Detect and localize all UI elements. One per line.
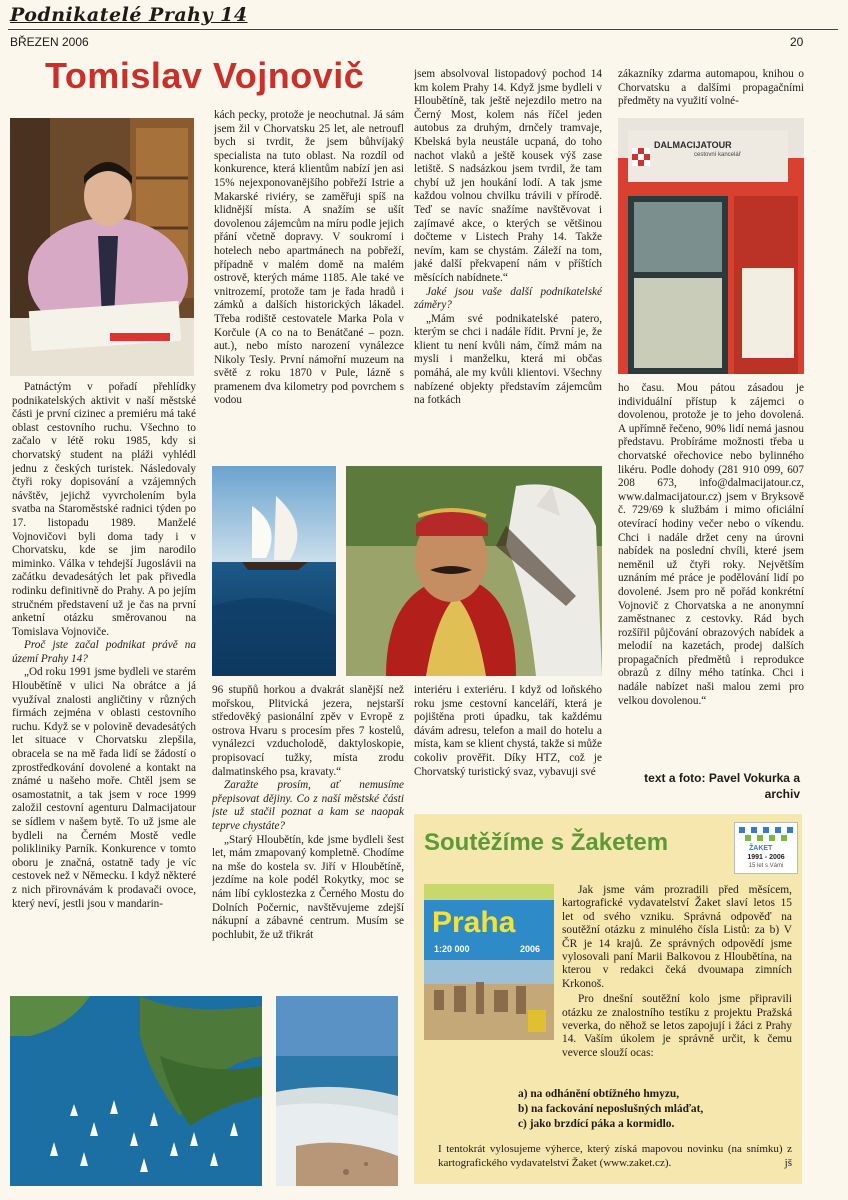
answer-2-end: jsem absolvoval listopadový pochod 14 km kolem Prahy 14. Když jsme bydleli v Hloubětíně, tak ještě nejezdilo metro na Černý Most, kolem nás říčel jeden autobus za druhým, drnčely tramvaje, Kbelská byla neustále ucpaná, do toho nachot vlaků a ještě kousek výš zase letiště. S nadsázkou jsem tvrdil, že tam chybí už jen houkání lodí. A tak jsme každou volnou chvilku trávili v přírodě. Teď se navíc snažíme navštěvovat i zajímavé akce, o kterých se většinou dočteme v Listech Prahy 14. Takže nevím, kam se chystám. Záleží na tom, jaké další překvapení nám v příštích měsících nabídnete.“ [414, 68, 602, 284]
map-scale: 1:20 000 [434, 944, 470, 954]
contest-option-c: c) jako brzdící páka a kormidlo. [518, 1118, 675, 1130]
office-sign: DALMACIJATOUR [654, 140, 732, 150]
question-2: Zaražte prosím, ať nemusíme přepisovat dějiny. Co z naší městské části jste už stačil poznat a kam se naopak teprve chystáte? [212, 779, 404, 832]
header-rule [8, 29, 838, 30]
answer-3-start: „Mám své podnikatelské patero, kterým se chci i nadále řídit. První je, že klient tu není kvůli nám, čímž mám na mysli i manželku, která mi občas pomáhá, ale my kvůli klientovi. Všechny nabízené objekty představím zájemcům na fotkách [414, 312, 602, 407]
zaket-logo-name: ŽAKET [749, 845, 773, 852]
zaket-logo-caption: 15 let s Vámi [748, 863, 784, 869]
article-column-4-top [618, 68, 804, 112]
article-column-2 [214, 109, 404, 461]
issue-date: BŘEZEN 2006 [10, 35, 89, 49]
article-middle-right [414, 684, 602, 804]
harbour-aerial-photo [10, 996, 262, 1186]
portrait-photo [10, 118, 194, 376]
zaket-logo [734, 822, 798, 874]
sailboat-photo [212, 466, 336, 676]
article-column-1 [12, 381, 196, 995]
contest-title: Soutěžíme s Žaketem [424, 829, 669, 856]
article-title: Tomislav Vojnovič [45, 55, 365, 96]
contest-body [562, 884, 792, 1080]
zaket-logo-years: 1991 - 2006 [747, 854, 785, 861]
contest-option-b: b) na fackování neposlušných mláďat, [518, 1103, 704, 1115]
contest-result-paragraph: Jak jsme vám prozradili před měsícem, kartografické vydavatelství Žaket slaví letos 15 let od svého vzniku. Správná odpověď na soutěžní otázku z minulého čísla Listů: za b) V ČR je 14 krajů. Ze správných odpovědí jsme vylosovali paní Marii Balkovou z Hloubětína, na kterou v redakci čeká dvouмapa zimních Krkonoš. [562, 884, 792, 990]
question-3: Jaké jsou vaše další podnikatelské záměry? [414, 285, 602, 312]
article-column-4-bottom [618, 382, 804, 764]
office-photo [618, 118, 804, 374]
article-middle-left [212, 684, 404, 994]
answer-1-cont: kách pecky, protože je neochutnal. Já sám jsem žil v Chorvatsku 25 let, ale netroufl bych si tvrdit, že jsem bůhvíjaký specialista na tuto oblast. Na rozdíl od konkurence, která klientům nabízí jen asi 15% nejexponovanějšího pobřeží Istrie a Makarské riviéry, se zaměřuji spíš na klidnější místa. A snažím se ušít dovolenou zájemcům na míru podle jejich přání včetně dopravy. V soukromí i hotelech nebo apartmánech na pobřeží, případně v malém domě na malém ostrově, kterých máme 1185. Ale také ve vnitrozemí, protože tam je řada hradů i zámků a dalších historických lákadel. Třeba rodiště cestovatele Marka Pola v Korčule (A co na to Benátčané – pozn. aut.), nebo místo narození vynálezce Nikoly Tesly. První námořní muzeum na světě z roku 1870 v Pule, lázně s pramenem dva kilometry pod povrchem s vodou [214, 109, 404, 407]
answer-3-end: ho času. Mou pátou zásadou je individuální přístup k zájemci o dovolenou, protože je to jeho dovolená. A upřímně řečeno, 90% lidí nemá jasnou představu. Probíráme možnosti třeba u chorvatské ořechovice nebo bylinného likéru. Podle dohody (281 910 099, 607 208 673, info@dalmacijatour.cz, www.dalmacijatour.cz) jsem v Bryksově č. 729/69 k službám i mimo oficiální otevírací hodiny večer nebo o víkendu. Chci i nadále držet ceny na úrovni nabídek na poslední chvíli, které jsem neměnil už čtyři roky. Největším uznáním mé práce je podělování lidí po dovolené. Jsem pro ně pořád konkrétní Vojnovič z Chorvatska a ne anonymní zaměstnanec z cestovky. Rád bych rozšířil půjčování obrazových nabídek a melodií na kazetách, prodej dalších propagačních předmětů i reprodukce obrazů z dílny mého tatínka. Chci i nadále nabízet naši malou zemi pro velkou dovolenou.“ [618, 382, 804, 707]
photo-credit: text a foto: Pavel Vokurka a archiv [644, 771, 800, 801]
answer-3-cont: zákazníky zdarma automapou, knihou o Chorvatsku a dalšími propagačními předměty na využití volné- [618, 68, 804, 108]
office-sign-sub: cestovní kancelář [694, 152, 741, 158]
answer-1-end: 96 stupňů horkou a dvakrát slanější než mořskou, Plitvická jezera, nejstarší středověký pasionální zpěv v Evropě z ostrova Hvaru s procesím přes 7 kostelů, vynálezci vzducholodě, daktyloskopie, propisovací tužky, místa zrodu dalmatinského psa, kravaty.“ [212, 684, 404, 778]
zaket-logo-mark [735, 823, 797, 847]
intro-paragraph: Patnáctým v pořadí přehlídky podnikatelských aktivit v naší městské části je první cizinec a premiéru má také oblast cestovního ruchu. Všechno to začalo v létě roku 1985, kdy si chorvatský student na pláži vyhlédl jednu z českých turistek. Následovaly čtyři roky dopisování a vzájemných návštěv, jejichž vyvrcholením byla svatba na Staroměstské radnici týden po 17. listopadu 1989. Manželé Vojnovičovi byli doma tady i v Chorvatsku, kde se jim narodilo miminko. Válka v tehdejší Jugoslávii na začátku devadesátých let pak přivedla rodinku definitivně do Prahy. A po jejím stručném představení už je čas na první anketní otázku směrovanou na Tomislava Vojnoviče. [12, 381, 196, 638]
contest-footer-text: I tentokrát vylosujeme výherce, který získá mapovou novinku (na snímku) z kartografického vydavatelství Žaket (www.zaket.cz). [438, 1143, 792, 1169]
answer-1-start: „Od roku 1991 jsme bydleli ve starém Hloubětíně v ulici Na obrátce a já využíval znalosti angličtiny v různých firmách zejména v oblasti cestovního ruchu. Když se v polovině devadesátých let situace v Chorvatsku zlepšila, obracela se na mě řada lidí se žádostí o zprostředkování dovolené a kontakt na známé u našeho moře. Chtěl jsem se osamostatnit, a tak jsem v roce 1999 založil cestovní agenturu Dalmacijatour se sídlem v našem bytě. To už jsme ale bydleli na Černém Mostě vedle polikliniky Parník. Konkurence v tomto oboru je značná, ostatně tady je víc cestovek než v Německu. I když některé z nich přirovnávám k prodavači ovoce, který neví, jestli jsou v mandarin- [12, 666, 196, 910]
folk-costume-photo [346, 466, 602, 676]
beach-photo [276, 996, 398, 1186]
map-year: 2006 [520, 944, 541, 954]
contest-signature: jš [784, 1156, 792, 1169]
article-column-3 [414, 68, 602, 462]
answer-3-middle: interiéru i exteriéru. I když od loňského roku jsme cestovní kanceláří, která je pojištěna proti úpadku, tak každému dávám adresu, telefon a mail do hotelu a místa, kam se klient chystá, takže si může cokoliv prověřit. Díky HTZ, což je Chorvatský turistický svaz, vybavuji své [414, 684, 602, 778]
contest-question-paragraph: Pro dnešní soutěžní kolo jsme připravili otázku ze znalostního testíku z projektu Pražská veverka, do něhož se letos zapojují i žáci z Prahy 14. Vaším úkolem je správně určit, k čemu veverce slouží ocas: [562, 993, 792, 1059]
map-cover-image [424, 884, 554, 1040]
question-1: Proč jste začal podnikat právě na území Prahy 14? [12, 639, 196, 665]
answer-2-start: „Starý Hloubětín, kde jsme bydleli šest let, mám zmapovaný kompletně. Chodíme na mše do kostela sv. Jiří v Hloubětíně, jezdíme na kole podél Rokytky, moc se nám líbí cyklostezka z Černého Mostu do Dolních Počernic, navštěvujeme zdejší nákupní a zábavné centrum. Musím se pochlubit, že už třikrát [212, 833, 404, 941]
contest-option-a: a) na odhánění obtížného hmyzu, [518, 1088, 680, 1100]
map-title: Praha [432, 906, 516, 939]
contest-footer [438, 1143, 792, 1170]
page-number: 20 [790, 35, 804, 49]
masthead: Podnikatelé Prahy 14 [10, 4, 248, 26]
